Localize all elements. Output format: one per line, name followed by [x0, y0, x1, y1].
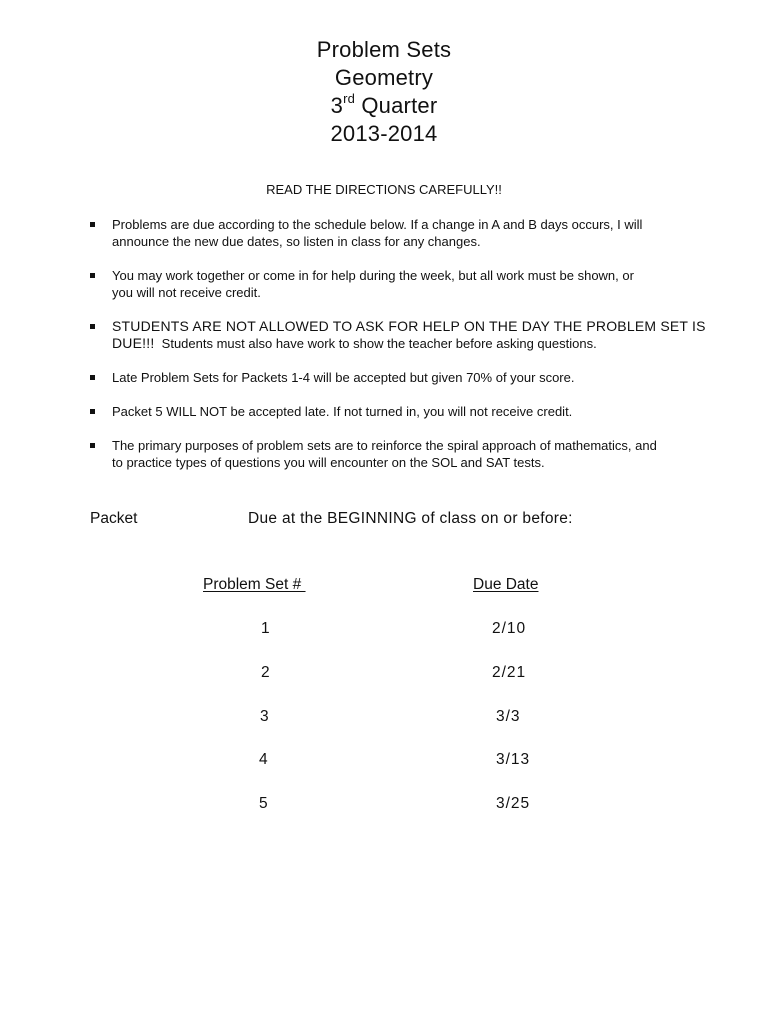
rule-text-line: Packet 5 WILL NOT be accepted late. If not turned in, you will not receive credit.: [112, 404, 573, 419]
problem-set-number: 3: [260, 708, 270, 725]
packet-label: Packet: [90, 510, 138, 527]
rule-text-line: STUDENTS ARE NOT ALLOWED TO ASK FOR HELP ON THE DAY THE PROBLEM SET IS: [112, 318, 706, 334]
due-date: 3/25: [496, 795, 531, 812]
problem-set-number: 5: [259, 795, 269, 812]
bullet-square-icon: [90, 443, 95, 448]
table-row: [0, 664, 768, 684]
title-subject: Geometry: [334, 65, 434, 90]
problem-set-number: 2: [261, 664, 271, 681]
rule-work-shown: [90, 267, 710, 301]
due-date: 2/10: [492, 620, 527, 637]
column-header-problem-set: Problem Set #: [203, 576, 306, 593]
rule-text-line: Problems are due according to the schedule below. If a change in A and B days occurs, I will: [112, 217, 643, 232]
rule-late-packets: [90, 369, 710, 386]
rule-text-line: Students must also have work to show the teacher before asking questions.: [154, 336, 597, 351]
table-row: [0, 620, 768, 640]
rule-no-help-due-day: [90, 318, 710, 352]
rules-list: [90, 216, 710, 471]
quarter-number: 3: [330, 93, 344, 118]
directions-heading: READ THE DIRECTIONS CAREFULLY!!: [266, 182, 502, 197]
title-problem-sets: Problem Sets: [316, 37, 452, 62]
bullet-square-icon: [90, 409, 95, 414]
rule-text-line: you will not receive credit.: [112, 285, 261, 300]
due-date: 3/13: [496, 751, 531, 768]
rule-text-caps: DUE!!!: [112, 335, 155, 351]
title-block: [0, 36, 768, 148]
rule-text-line: Late Problem Sets for Packets 1-4 will be accepted but given 70% of your score.: [112, 370, 575, 385]
quarter-word: Quarter: [355, 93, 438, 118]
due-date: 2/21: [492, 664, 527, 681]
rule-packet-5: [90, 403, 710, 420]
bullet-square-icon: [90, 273, 95, 278]
column-header-due-date: Due Date: [473, 576, 539, 593]
rule-text-line: announce the new due dates, so listen in class for any changes.: [112, 234, 481, 249]
quarter-suffix: rd: [343, 90, 356, 106]
rule-purpose: [90, 437, 710, 471]
bullet-square-icon: [90, 222, 95, 227]
title-school-year: 2013-2014: [330, 121, 438, 146]
problem-set-number: 4: [259, 751, 269, 768]
table-row: [0, 795, 768, 815]
rule-text-line: The primary purposes of problem sets are to reinforce the spiral approach of mathematics, and: [112, 438, 657, 453]
bullet-square-icon: [90, 324, 95, 329]
table-row: [0, 708, 768, 728]
due-label: Due at the BEGINNING of class on or before:: [248, 510, 573, 527]
title-quarter: [0, 92, 768, 120]
bullet-square-icon: [90, 375, 95, 380]
rule-due-schedule: [90, 216, 710, 250]
problem-set-number: 1: [261, 620, 271, 637]
due-date: 3/3: [496, 708, 521, 725]
rule-text-line: You may work together or come in for help during the week, but all work must be shown, or: [112, 268, 634, 283]
table-row: [0, 751, 768, 771]
rule-text-line: to practice types of questions you will encounter on the SOL and SAT tests.: [112, 455, 545, 470]
